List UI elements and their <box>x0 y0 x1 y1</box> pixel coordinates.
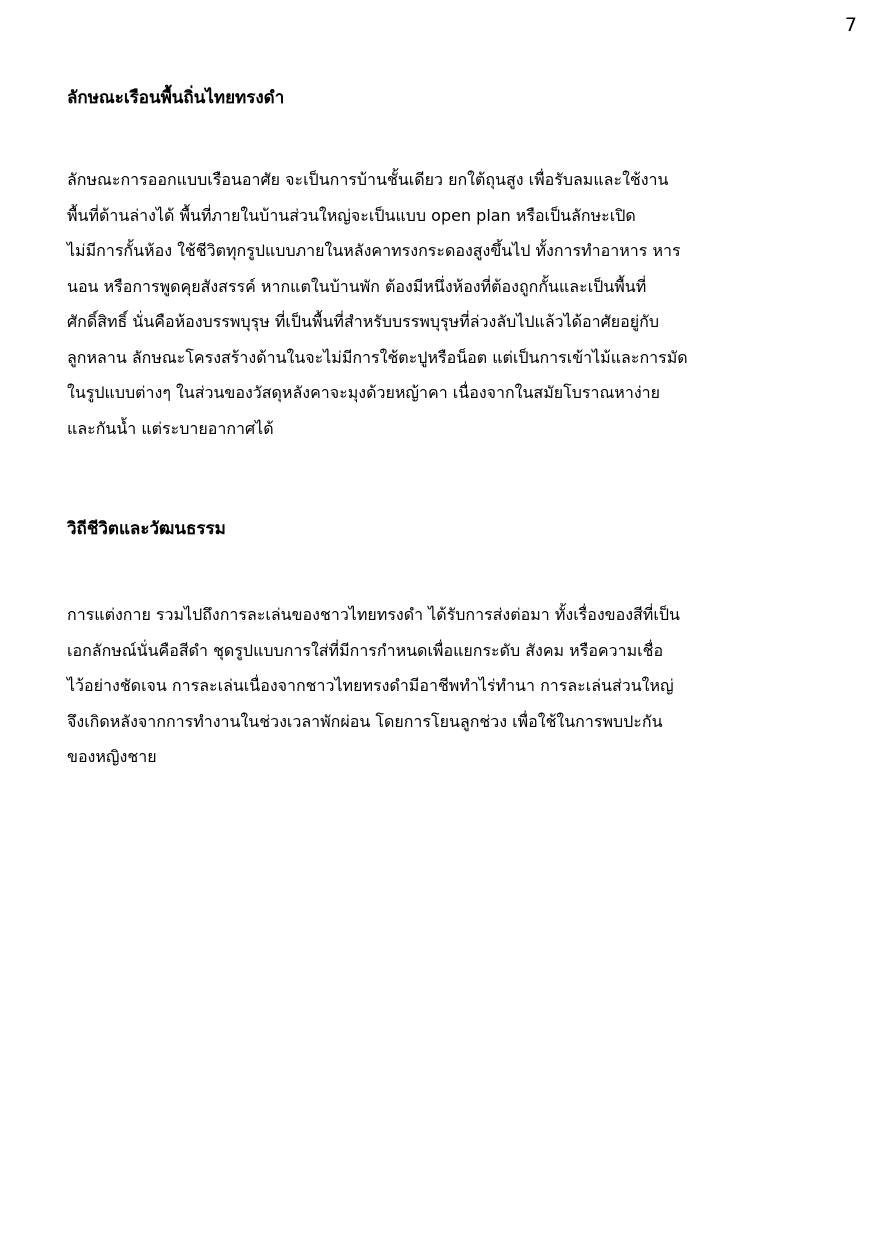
paragraph-line: การแต่งกาย รวมไปถึงการละเล่นของชาวไทยทรงดำ ได้รับการส่งต่อมา ทั้งเรื่องของสีที่เป็น <box>67 605 680 624</box>
paragraph-line: ลักษณะการออกแบบเรือนอาศัย จะเป็นการบ้านชั้นเดียว ยกใต้ถุนสูง เพื่อรับลมและใช้งาน <box>67 170 669 189</box>
paragraph-line: ลูกหลาน ลักษณะโครงสร้างด้านในจะไม่มีการใช้ตะปูหรือน็อต แต่เป็นการเข้าไม้และการมัด <box>67 347 688 367</box>
paragraph-line: ในรูปแบบต่างๆ ในส่วนของวัสดุหลังคาจะมุงด้วยหญ้าคา เนื่องจากในสมัยโบราณหาง่าย <box>67 383 660 402</box>
paragraph-line: และกันน้ำ แต่ระบายอากาศได้ <box>67 418 274 438</box>
paragraph-line: จึงเกิดหลังจากการทำงานในช่วงเวลาพักผ่อน โดยการโยนลูกช่วง เพื่อใช้ในการพบปะกัน <box>67 711 663 731</box>
section-paragraph <box>67 597 767 775</box>
paragraph-line: ของหญิงชาย <box>67 747 157 766</box>
paragraph-line: เอกลักษณ์นั่นคือสีดำ ชุดรูปแบบการใส่ที่มีการกำหนดเพื่อแยกระดับ สังคม หรือความเชื่อ <box>67 640 664 660</box>
page-number: 7 <box>844 14 857 36</box>
paragraph-line: นอน หรือการพูดคุยสังสรรค์ หากแตในบ้านพัก ต้องมีหนึ่งห้องที่ต้องถูกกั้นและเป็นพื้นที่ <box>67 276 647 296</box>
section-way-of-life <box>67 515 767 775</box>
paragraph-line: พื้นที่ด้านล่างได้ พื้นที่ภายในบ้านส่วนใหญ่จะเป็นแบบ open plan หรือเป็นลักษะเปิด <box>67 205 636 225</box>
section-heading: วิถีชีวิตและวัฒนธรรม <box>67 519 226 539</box>
section-house-characteristics <box>67 84 767 446</box>
section-heading: ลักษณะเรือนพื้นถิ่นไทยทรงดำ <box>67 88 285 108</box>
paragraph-line: ไว้อย่างชัดเจน การละเล่นเนื่องจากชาวไทยทรงดำมีอาชีพทำไร่ทำนา การละเล่นส่วนใหญ่ <box>67 676 674 695</box>
paragraph-line: ไม่มีการกั้นห้อง ใช้ชีวิตทุกรูปแบบภายในหลังคาทรงกระดองสูงขึ้นไป ทั้งการทำอาหาร หาร <box>67 241 681 260</box>
section-paragraph <box>67 162 767 446</box>
paragraph-line: ศักดิ์สิทธิ์ นั่นคือห้องบรรพบุรุษ ที่เป็นพื้นที่สำหรับบรรพบุรุษที่ล่วงลับไปแล้วได้อาศัยอยู่กับ <box>67 312 660 331</box>
